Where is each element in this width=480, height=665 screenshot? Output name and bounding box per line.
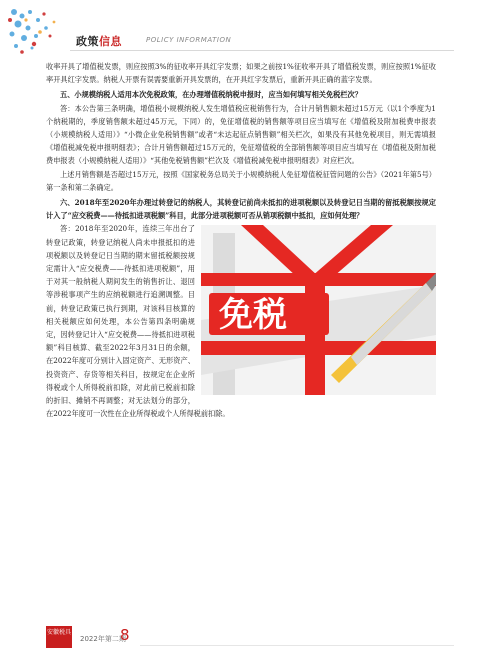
page-number: 8 <box>120 626 130 644</box>
tax-exemption-illustration <box>201 225 436 395</box>
answer-six: 答：2018年至2020年，连续三年出台了转登记政策，转登记纳税人尚未申报抵扣的进项税额以及转登记日当期的期末留抵税额按规定需计入“应交税费——待抵扣进项税额”，用于对其一般纳税人期间发生的销售折让、退回等涉税事项产生的应纳税额进行追溯调整。目前，转登记政策已执行到期，对该科目核算的相关税额应如何处理，本公告第四条明确规定，因转登记计入“应交税费——待抵扣进项税额”科目核算、截至2022年3月31日的余额，在2022年度可分别计入固定资产、无形资产、投资资产、存货等相关科目，按规定在企业所得税或个人所得税前扣除，对此前已税前扣除的折旧、摊销不再调整；对无法划分的部分，在2022年度可一次性在企业所得税或个人所得税前扣除。 <box>46 224 230 419</box>
article-body <box>46 60 436 420</box>
tax-exemption-stamp-icon <box>201 225 436 395</box>
footer-divider <box>140 645 454 646</box>
section-title-main: 政策 <box>76 35 99 48</box>
section-title <box>76 33 122 49</box>
page-logo-decoration <box>6 6 68 58</box>
paragraph-continuation: 收率开具了增值税发票，则应按照3%的征收率开具红字发票；如果之前按1%征收率开具了增值税发票，则应按照1%征收率开具红字发票。纳税人开票有误需要重新开具发票的，在开具红字发票后，重新开具正确的蓝字发票。 <box>46 62 436 85</box>
section-subtitle: POLICY INFORMATION <box>146 36 232 44</box>
magazine-badge: 安徽税具 <box>46 626 72 648</box>
issue-label: 2022年第二期 <box>80 635 126 643</box>
svg-text:免税: 免税 <box>219 295 287 336</box>
question-six: 六、2018年至2020年办理过转登记的纳税人，其转登记前尚未抵扣的进项税额以及转登记日当期的留抵税额按规定计入了“应交税费——待抵扣进项税额”科目，此部分进项税额可否从销项税额中抵扣，应如何处理？ <box>46 198 436 221</box>
answer-five-part-one: 答：本公告第三条明确，增值税小规模纳税人发生增值税应税销售行为，合计月销售额未超过15万元（以1个季度为1个纳税期的，季度销售额未超过45万元，下同）的，免征增值税的销售额等项目应当填写在《增值税及附加税费申报表（小规模纳税人适用）》“小微企业免税销售额”或者“未达起征点销售额”相关栏次，如果没有其他免税项目，则无需填报《增值税减免税申报明细表》；合计月销售额超过15万元的，免征增值税的全部销售额等项目应当填写在《增值税及附加税费申报表（小规模纳税人适用）》“其他免税销售额”栏次及《增值税减免税申报明细表》对应栏次。 <box>46 103 436 166</box>
question-five: 五、小规模纳税人适用本次免税政策，在办理增值税纳税申报时，应当如何填写相关免税栏次？ <box>60 90 362 100</box>
answer-five-part-two: 上述月销售额是否超过15万元，按照《国家税务总局关于小规模纳税人免征增值税征管问题的公告》（2021年第5号）第一条和第二条确定。 <box>46 169 436 192</box>
header-divider <box>70 50 454 51</box>
section-title-highlight: 信息 <box>99 35 122 48</box>
